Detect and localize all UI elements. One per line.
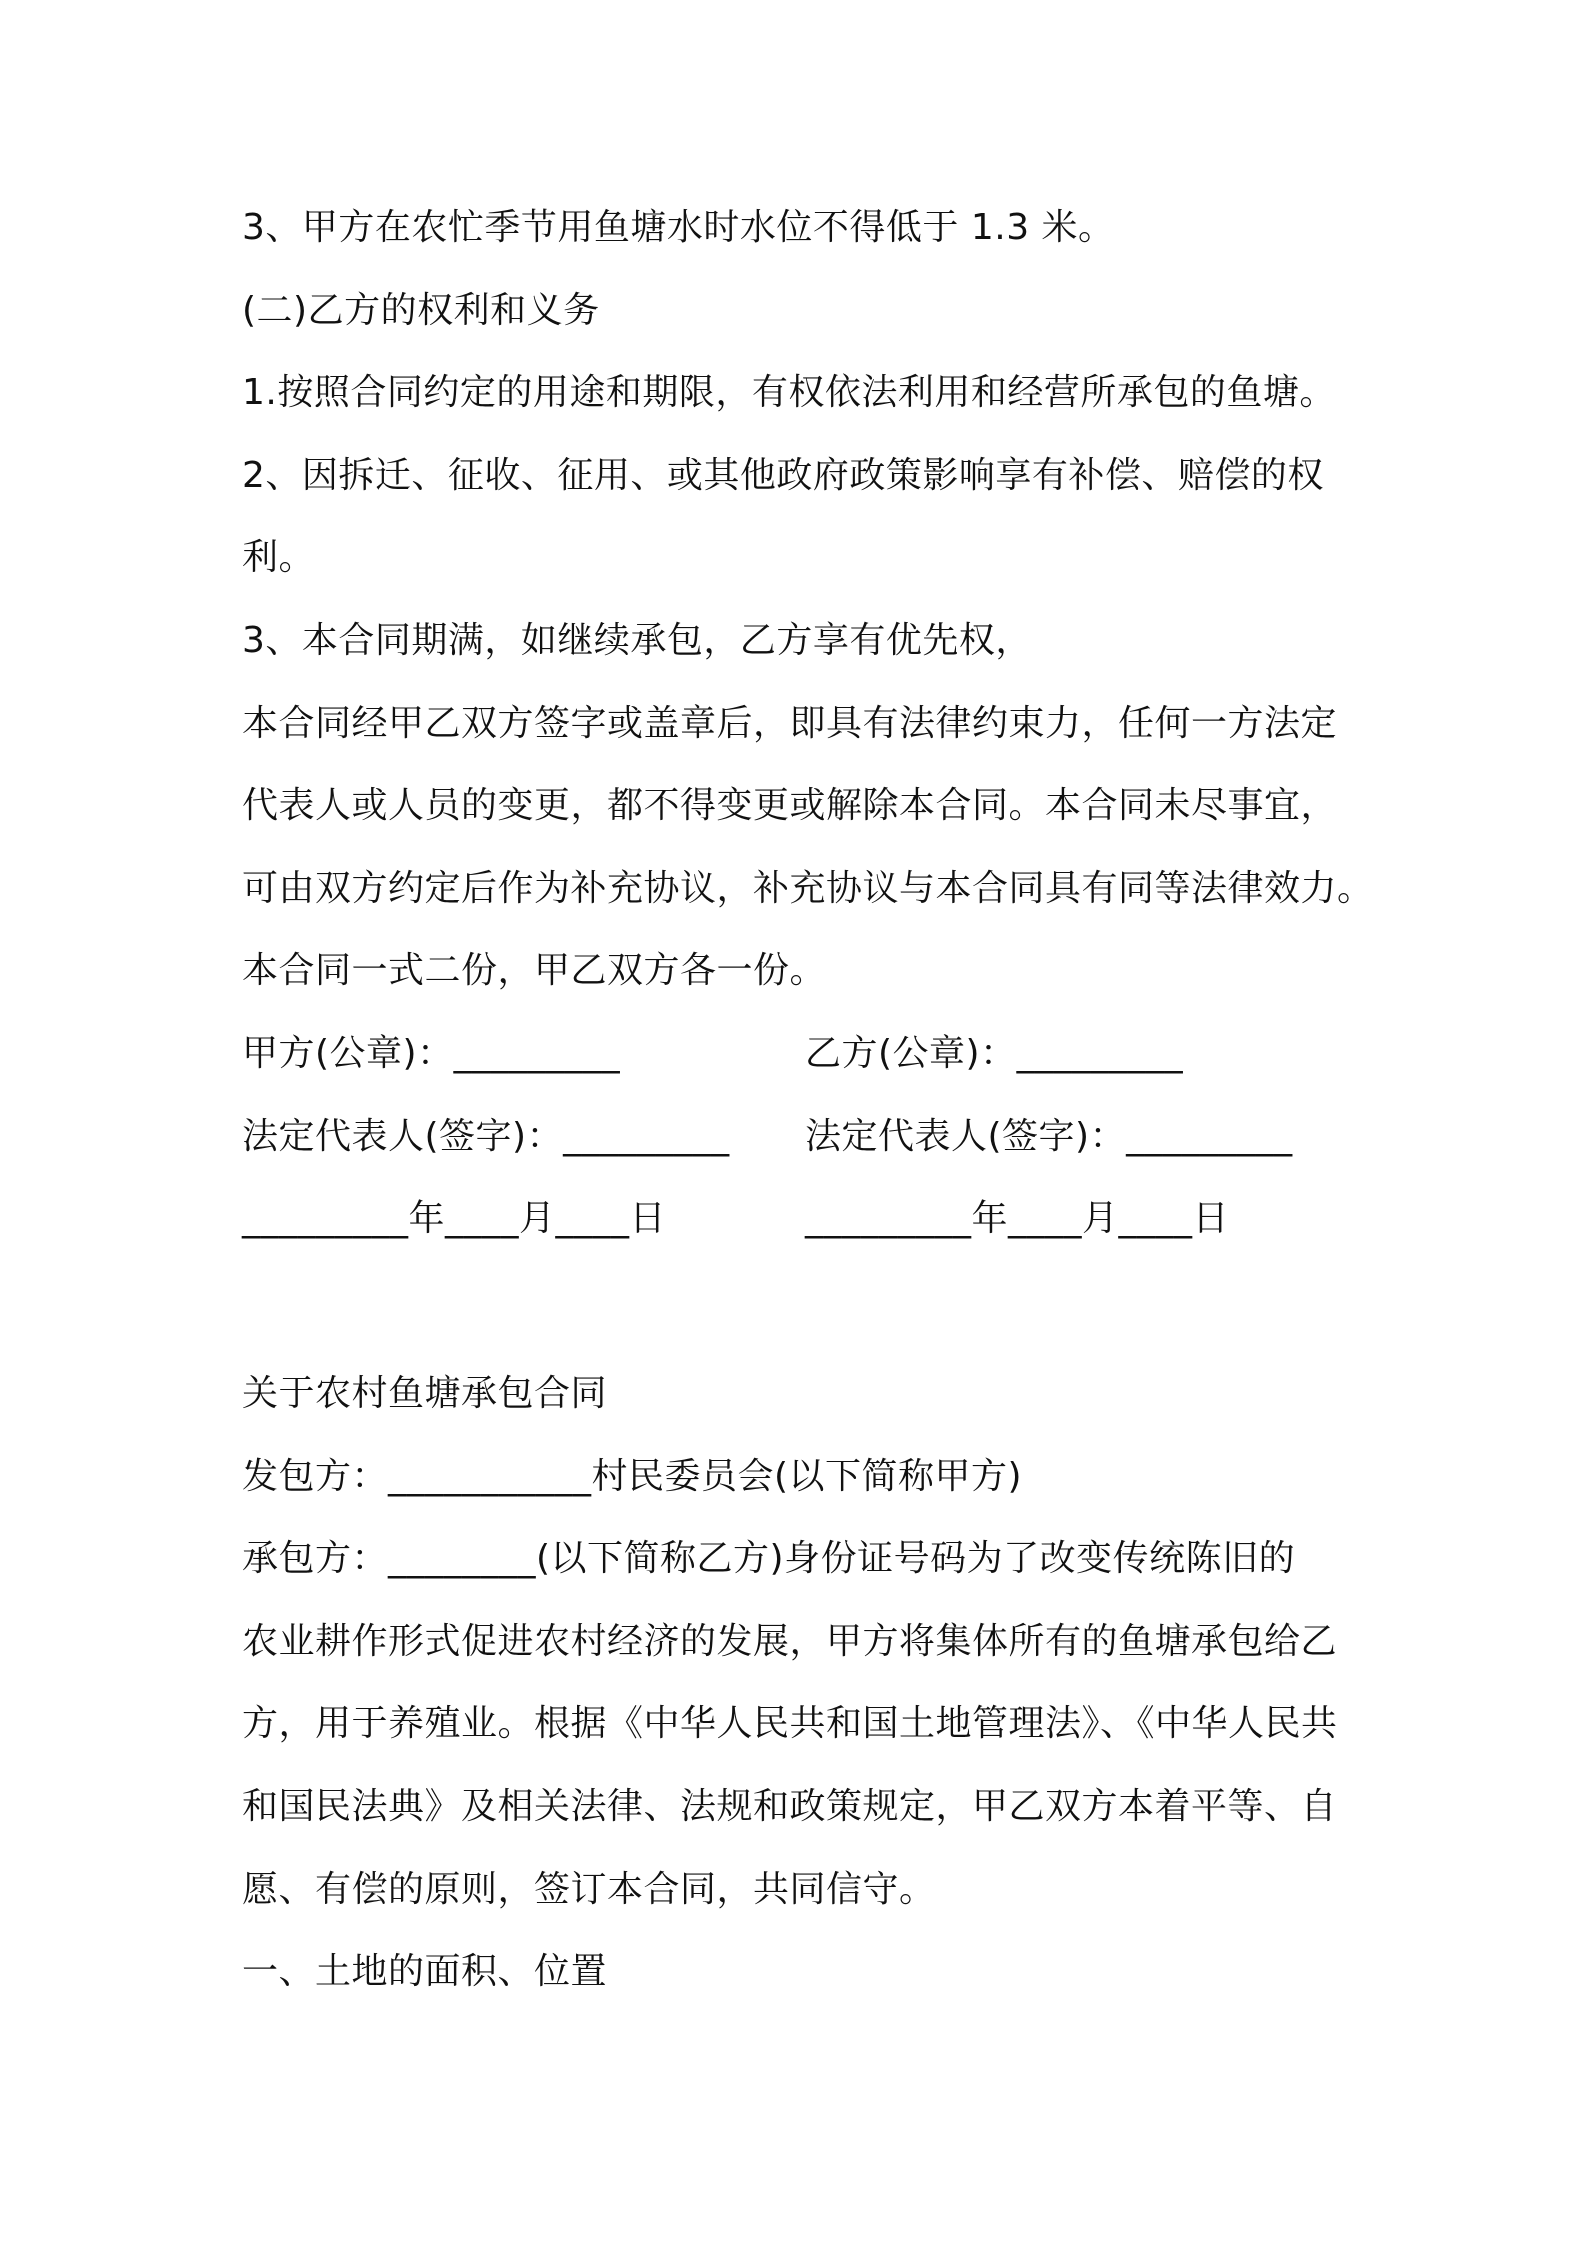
- clause-b-2: 2、因拆迁、征收、征用、或其他政府政策影响享有补偿、赔偿的权: [242, 455, 1324, 496]
- party-b-date-field: _________年____月____日: [805, 1198, 1229, 1239]
- paragraph-effect-3: 可由双方约定后作为补充协议，补充协议与本合同具有同等法律效力。: [242, 868, 1374, 909]
- preamble-line-1: 农业耕作形式促进农村经济的发展，甲方将集体所有的鱼塘承包给乙: [242, 1621, 1338, 1662]
- party-a-rep-field: 法定代表人(签字)：_________: [242, 1116, 730, 1157]
- clause-b-2-cont: 利。: [242, 537, 316, 578]
- party-a-seal-field: 甲方(公章)：_________: [242, 1033, 621, 1074]
- paragraph-effect-2: 代表人或人员的变更，都不得变更或解除本合同。本合同未尽事宜，: [242, 785, 1338, 826]
- preamble-line-4: 愿、有偿的原则，签订本合同，共同信守。: [242, 1869, 936, 1910]
- clause-water-level: 3、甲方在农忙季节用鱼塘水时水位不得低于 1.3 米。: [242, 207, 1115, 248]
- paragraph-copies: 本合同一式二份，甲乙双方各一份。: [242, 950, 827, 991]
- party-b-seal-field: 乙方(公章)：_________: [805, 1033, 1184, 1074]
- party-a-date-field: _________年____月____日: [242, 1198, 666, 1239]
- preamble-line-3: 和国民法典》及相关法律、法规和政策规定，甲乙双方本着平等、自: [242, 1786, 1338, 1827]
- contractor-line: 发包方：___________村民委员会(以下简称甲方): [242, 1456, 1023, 1497]
- contract-title: 关于农村鱼塘承包合同: [242, 1373, 608, 1414]
- section-heading-land: 一、土地的面积、位置: [242, 1951, 608, 1992]
- paragraph-effect-1: 本合同经甲乙双方签字或盖章后，即具有法律约束力，任何一方法定: [242, 703, 1338, 744]
- clause-b-1: 1.按照合同约定的用途和期限，有权依法利用和经营所承包的鱼塘。: [242, 372, 1336, 413]
- clause-b-3: 3、本合同期满，如继续承包，乙方享有优先权，: [242, 620, 1032, 661]
- preamble-line-2: 方，用于养殖业。根据《中华人民共和国土地管理法》、《中华人民共: [242, 1703, 1338, 1744]
- party-b-rep-field: 法定代表人(签字)：_________: [805, 1116, 1293, 1157]
- contractee-line: 承包方：________(以下简称乙方)身份证号码为了改变传统陈旧的: [242, 1538, 1296, 1579]
- section-heading-party-b: (二)乙方的权利和义务: [242, 290, 600, 331]
